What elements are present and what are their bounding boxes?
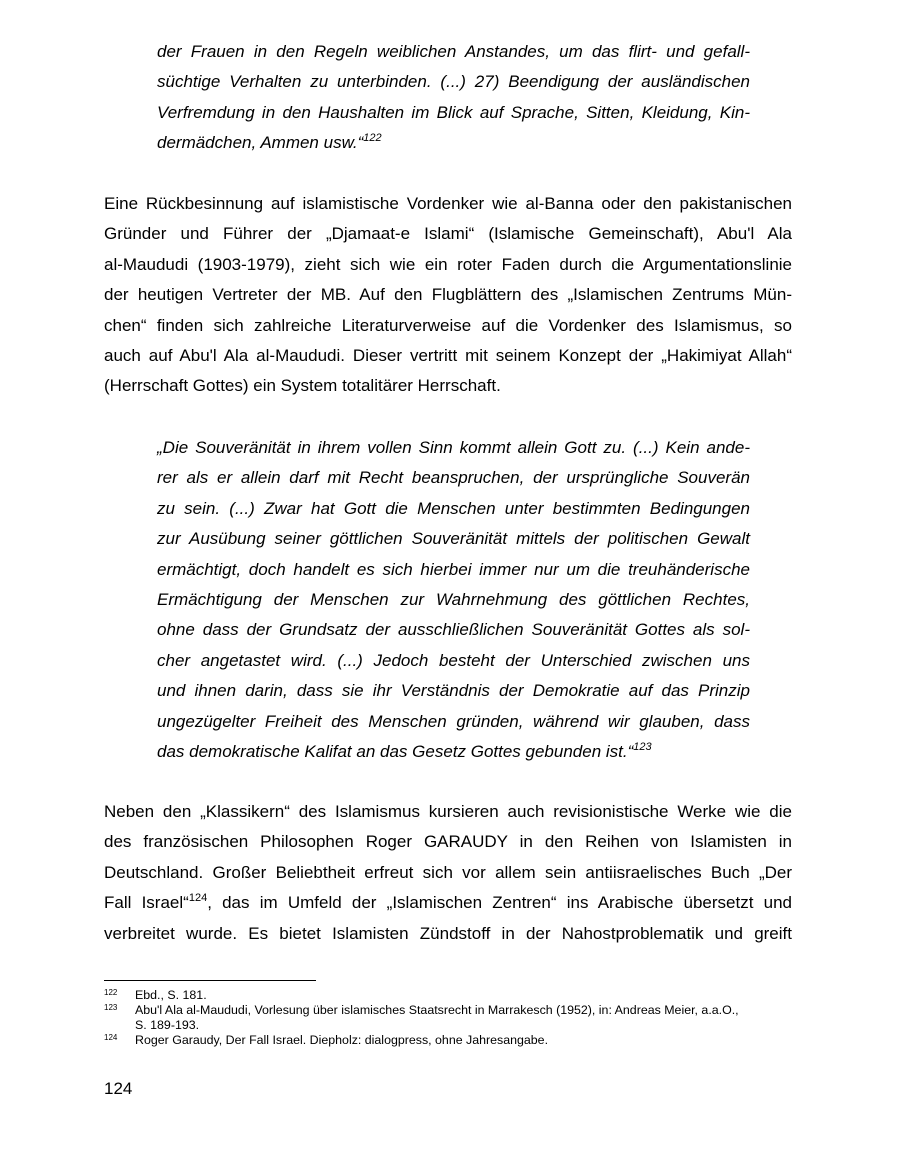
quote-line: Ermächtigung der Menschen zur Wahrnehmung des göttlichen Rechtes, xyxy=(157,589,750,609)
paragraph-line-text: , das im Umfeld der „Islamischen Zentren“ ins Arabische übersetzt und xyxy=(207,893,792,913)
quote-line: „Die Souveränität in ihrem vollen Sinn kommt allein Gott zu. (...) Kein ande- xyxy=(157,438,750,457)
footnote-122 xyxy=(104,988,794,1003)
quote-line-text: das demokratische Kalifat an das Gesetz Gottes gebunden ist.“ xyxy=(157,741,634,761)
paragraph-line xyxy=(104,888,792,918)
page-number: 124 xyxy=(104,1079,133,1098)
paragraph-line: des französischen Philosophen Roger GARAUDY in den Reihen von Islamisten in xyxy=(104,832,792,852)
footnote-number: 124 xyxy=(104,1033,118,1042)
paragraph-line: Neben den „Klassikern“ des Islamismus kursieren auch revisionistische Werke wie die xyxy=(104,802,792,821)
footnote-ref-122[interactable]: 122 xyxy=(363,132,382,145)
paragraph-line: verbreitet wurde. Es bietet Islamisten Zündstoff in der Nahostproblematik und greift xyxy=(104,923,792,943)
quote-line: ungezügelter Freiheit des Menschen gründen, während wir glauben, dass xyxy=(157,711,750,731)
quote-line: süchtige Verhalten zu unterbinden. (...) 27) Beendigung der ausländischen xyxy=(157,72,750,92)
paragraph-line: (Herrschaft Gottes) ein System totalitärer Herrschaft. xyxy=(104,376,501,396)
quote-line: ohne dass der Grundsatz der ausschließlichen Souveränität Gottes als sol- xyxy=(157,620,750,640)
quote-line-text: dermädchen, Ammen usw.“ xyxy=(157,133,364,153)
footnote-number: 123 xyxy=(104,1003,118,1012)
quote-line: cher angetastet wird. (...) Jedoch besteht der Unterschied zwischen uns xyxy=(157,650,750,670)
footnote-124 xyxy=(104,1033,794,1048)
quote-line xyxy=(157,128,750,158)
paragraph-line: Gründer und Führer der „Djamaat-e Islami“ (Islamische Gemeinschaft), Abu'l Ala xyxy=(104,224,792,244)
footnote-line: Ebd., S. 181. xyxy=(135,988,207,1002)
quote-line: und ihnen darin, dass sie ihr Verständnis der Demokratie auf das Prinzip xyxy=(157,681,750,701)
quote-line: zu sein. (...) Zwar hat Gott die Menschen unter bestimmten Bedingungen xyxy=(157,498,750,518)
footnote-line: S. 189-193. xyxy=(135,1018,200,1032)
paragraph-1 xyxy=(104,189,792,402)
footnote-separator xyxy=(104,980,316,981)
paragraph-line-text: Fall Israel“ xyxy=(104,893,189,913)
block-quote-2 xyxy=(157,433,750,767)
block-quote-1 xyxy=(157,37,750,159)
footnote-text xyxy=(135,1003,794,1033)
paragraph-line: Eine Rückbesinnung auf islamistische Vordenker wie al-Banna oder den pakistanischen xyxy=(104,194,792,213)
paragraph-2 xyxy=(104,797,792,949)
paragraph-line: Deutschland. Großer Beliebtheit erfreut sich vor allem sein antiisraelisches Buch „Der xyxy=(104,862,792,882)
footnote-text xyxy=(135,988,794,1003)
paragraph-line: der heutigen Vertreter der MB. Auf den Flugblättern des „Islamischen Zentrums Mün- xyxy=(104,285,792,305)
paragraph-line: auch auf Abu'l Ala al-Maududi. Dieser vertritt mit seinem Konzept der „Hakimiyat Allah“ xyxy=(104,345,792,365)
quote-line: zur Ausübung seiner göttlichen Souveränität mittels der politischen Gewalt xyxy=(157,529,750,549)
footnote-line: Abu'l Ala al-Maududi, Vorlesung über islamisches Staatsrecht in Marrakesch (1952), in: Andreas Meier, a.a.O., xyxy=(135,1003,739,1017)
footnotes xyxy=(104,988,794,1048)
paragraph-line: al-Maududi (1903-1979), zieht sich wie ein roter Faden durch die Argumentationslinie xyxy=(104,254,792,274)
footnote-ref-123[interactable]: 123 xyxy=(633,740,652,753)
footnote-line: Roger Garaudy, Der Fall Israel. Diepholz: dialogpress, ohne Jahresangabe. xyxy=(135,1033,549,1047)
quote-line: der Frauen in den Regeln weiblichen Anstandes, um das flirt- und gefall- xyxy=(157,42,750,61)
quote-line: rer als er allein darf mit Recht beanspruchen, der ursprüngliche Souverän xyxy=(157,468,750,488)
footnote-number: 122 xyxy=(104,988,118,997)
quote-line: ermächtigt, doch handelt es sich hierbei immer nur um die treuhänderische xyxy=(157,559,750,579)
footnote-ref-124[interactable]: 124 xyxy=(188,892,208,905)
paragraph-line: chen“ finden sich zahlreiche Literaturverweise auf die Vordenker des Islamismus, so xyxy=(104,315,792,335)
footnote-123 xyxy=(104,1003,794,1033)
quote-line xyxy=(157,737,750,767)
quote-line: Verfremdung in den Haushalten im Blick auf Sprache, Sitten, Kleidung, Kin- xyxy=(157,102,750,122)
footnote-text xyxy=(135,1033,794,1048)
